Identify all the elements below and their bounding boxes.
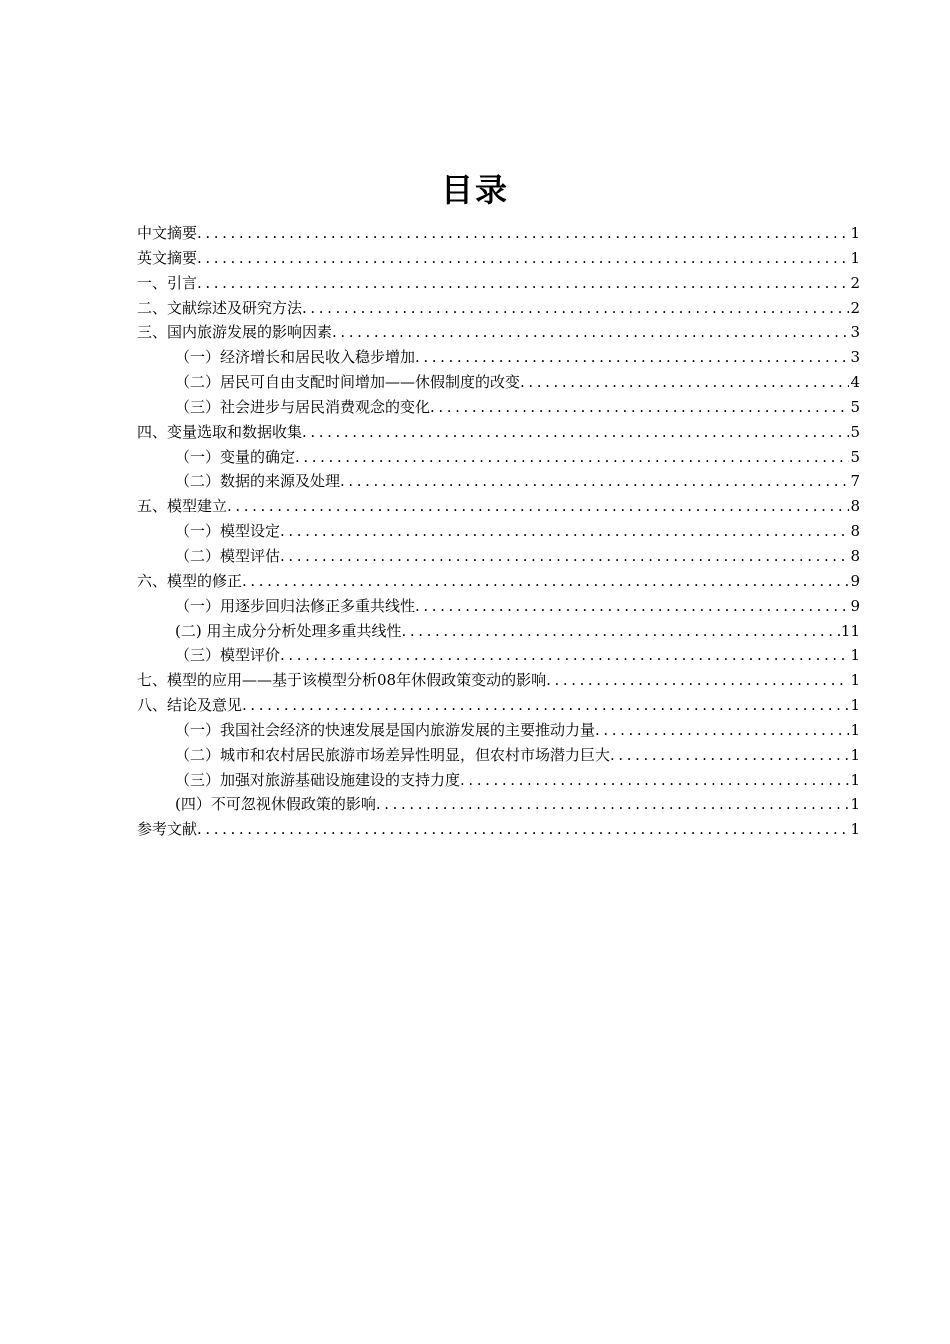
toc-leader-dots [520,370,849,395]
toc-entry[interactable] [137,544,860,569]
toc-entry-label: 三、国内旅游发展的影响因素 [137,323,333,342]
toc-entry[interactable] [137,668,860,693]
toc-leader-dots [415,345,849,370]
toc-leader-dots [197,817,849,842]
toc-entry-page-number: 5 [850,447,860,466]
toc-entry-page-number: 1 [850,671,860,690]
toc-leader-dots [340,469,849,494]
toc-entry-page-number: 1 [850,696,860,715]
toc-leader-dots [197,221,849,246]
toc-leader-dots [197,271,849,296]
toc-entry[interactable] [137,693,860,718]
toc-leader-dots [430,395,849,420]
toc-entry-label: （二）城市和农村居民旅游市场差异性明显，但农村市场潜力巨大 [175,745,611,764]
toc-leader-dots [295,445,849,470]
toc-leader-dots [595,718,849,743]
toc-entry-page-number: 1 [850,770,860,789]
toc-leader-dots [546,668,849,693]
toc-entry-page-number: 2 [850,298,860,317]
toc-entry-page-number: 7 [850,472,860,491]
toc-leader-dots [610,743,849,768]
toc-entry-page-number: 9 [850,596,860,615]
toc-leader-dots [401,619,839,644]
toc-entry[interactable] [137,370,860,395]
toc-entry[interactable] [137,271,860,296]
toc-leader-dots [197,246,849,271]
toc-entry-label: （一）经济增长和居民收入稳步增加 [175,348,416,367]
toc-entry-label: （二）数据的来源及处理 [175,472,341,491]
toc-entry-page-number: 1 [850,720,860,739]
toc-entry-label: （三）模型评价 [175,646,281,665]
toc-entry[interactable] [137,395,860,420]
toc-entry-page-number: 8 [850,497,860,516]
toc-entry-page-number: 5 [850,422,860,441]
toc-entry-page-number: 4 [850,373,860,392]
toc-entry-label: 一、引言 [137,273,198,292]
toc-leader-dots [332,320,849,345]
toc-entry-page-number: 1 [850,224,860,242]
toc-entry-label: 七、模型的应用——基于该模型分析08年休假政策变动的影响 [137,671,547,690]
toc-entry-label: （一）我国社会经济的快速发展是国内旅游发展的主要推动力量 [175,720,596,739]
toc-leader-dots [227,494,849,519]
toc-leader-dots [280,519,849,544]
toc-entry-label: 英文摘要 [137,248,198,267]
toc-leader-dots [302,420,849,445]
toc-entry-page-number: 1 [850,646,860,665]
toc-leader-dots [242,693,849,718]
toc-entry-page-number: 3 [850,323,860,342]
toc-entry-page-number: 11 [840,621,860,640]
table-of-contents [137,221,860,842]
toc-entry-page-number: 1 [850,248,860,267]
toc-leader-dots [460,768,849,793]
toc-leader-dots [280,643,849,668]
toc-entry-label: （三）加强对旅游基础设施建设的支持力度 [175,770,461,789]
toc-entry-page-number: 3 [850,348,860,367]
toc-leader-dots [242,569,849,594]
toc-entry[interactable] [137,817,860,842]
toc-entry-page-number: 1 [850,745,860,764]
toc-entry-page-number: 9 [850,571,860,590]
toc-entry[interactable] [137,643,860,668]
toc-entry[interactable] [137,494,860,519]
toc-entry[interactable] [137,469,860,494]
toc-entry-label: （二）模型评估 [175,546,281,565]
toc-entry[interactable] [137,345,860,370]
toc-leader-dots [302,296,849,321]
toc-entry[interactable] [137,221,860,246]
toc-entry[interactable] [137,246,860,271]
toc-entry-page-number: 1 [850,820,860,839]
toc-entry-label: (二) 用主成分分析处理多重共线性 [175,621,402,640]
toc-entry[interactable] [137,296,860,321]
toc-entry[interactable] [137,743,860,768]
toc-entry-label: （一）模型设定 [175,522,281,541]
toc-entry[interactable] [137,519,860,544]
toc-entry-label: 五、模型建立 [137,497,228,516]
toc-entry-label: （一）用逐步回归法修正多重共线性 [175,596,416,615]
toc-entry[interactable] [137,792,860,817]
toc-entry[interactable] [137,594,860,619]
toc-entry-label: 参考文献 [137,820,198,839]
toc-entry[interactable] [137,569,860,594]
toc-entry[interactable] [137,768,860,793]
toc-entry-page-number: 5 [850,397,860,416]
toc-entry-label: 四、变量选取和数据收集 [137,422,303,441]
toc-entry[interactable] [137,718,860,743]
toc-entry-page-number: 8 [850,546,860,565]
toc-entry-label: （一）变量的确定 [175,447,296,466]
toc-entry-label: 八、结论及意见 [137,696,243,715]
toc-entry-label: 中文摘要 [137,224,198,242]
toc-leader-dots [280,544,849,569]
toc-entry-page-number: 8 [850,522,860,541]
toc-entry-page-number: 2 [850,273,860,292]
toc-entry-page-number: 1 [850,795,860,814]
toc-leader-dots [376,792,850,817]
toc-leader-dots [415,594,849,619]
toc-entry-label: （三）社会进步与居民消费观念的变化 [175,397,431,416]
toc-entry[interactable] [137,445,860,470]
toc-entry[interactable] [137,619,860,644]
toc-entry-label: （二）居民可自由支配时间增加——休假制度的改变 [175,373,521,392]
toc-entry-label: 六、模型的修正 [137,571,243,590]
toc-entry[interactable] [137,320,860,345]
toc-entry[interactable] [137,420,860,445]
toc-entry-label: (四）不可忽视休假政策的影响 [175,795,376,814]
toc-entry-label: 二、文献综述及研究方法 [137,298,303,317]
page-title: 目录 [440,171,509,209]
